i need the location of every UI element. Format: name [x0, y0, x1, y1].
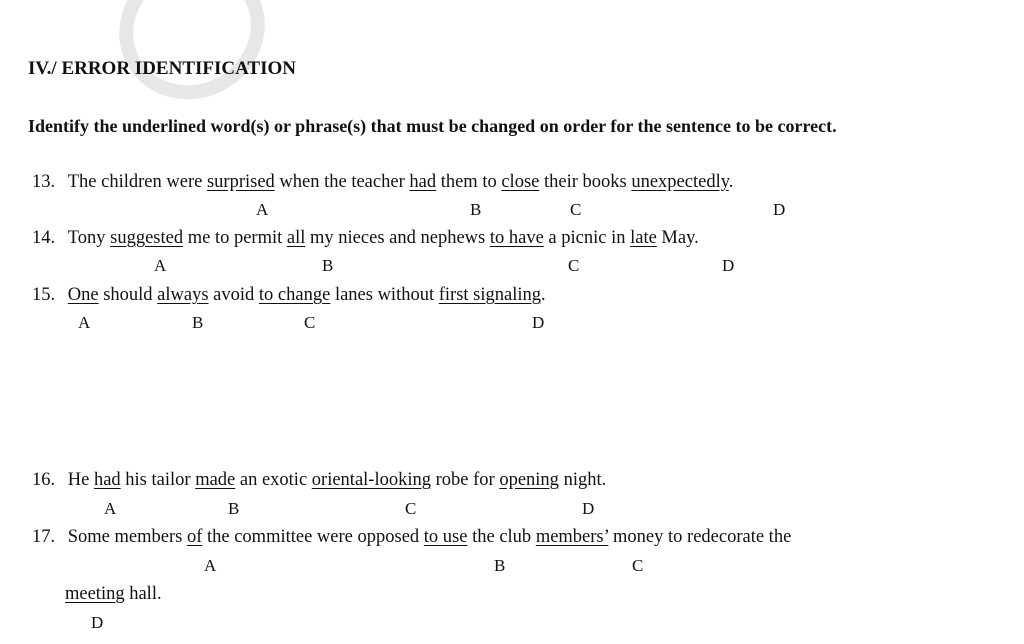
option-a-text: surprised — [206, 172, 275, 192]
sentence-text: Tony — [67, 228, 111, 248]
option-d-letter: D — [582, 499, 595, 518]
option-a-text: had — [93, 470, 121, 490]
option-a-text: of — [186, 527, 203, 547]
option-b-text: to use — [423, 527, 468, 547]
sentence-text: avoid — [208, 285, 259, 305]
option-a-text: One — [67, 285, 99, 305]
sentence-text: his tailor — [120, 470, 196, 490]
sentence-text: when the teacher — [274, 172, 410, 192]
option-c-text: to have — [489, 228, 544, 248]
option-c-text: to change — [258, 285, 331, 305]
sentence-text: them to — [436, 172, 502, 192]
option-a-letter: A — [154, 256, 167, 275]
option-d-text: unexpectedly — [631, 172, 729, 192]
sentence-text: should — [98, 285, 158, 305]
option-d-letter: D — [773, 200, 786, 219]
section-title: IV./ ERROR IDENTIFICATION — [28, 58, 296, 79]
question-number: 15. — [32, 285, 56, 305]
question-number: 14. — [32, 228, 56, 248]
option-b-letter: B — [228, 499, 240, 518]
question-number: 16. — [32, 470, 56, 490]
question-17-continuation — [65, 584, 162, 605]
option-c-letter: C — [568, 256, 580, 275]
question-14 — [32, 228, 699, 249]
sentence-text: their books — [539, 172, 632, 192]
sentence-text: money to redecorate the — [608, 527, 792, 547]
option-b-letter: B — [494, 556, 506, 575]
option-a-letter: A — [78, 313, 91, 332]
option-c-letter: C — [304, 313, 316, 332]
option-b-letter: B — [322, 256, 334, 275]
question-13 — [32, 172, 733, 193]
option-a-letter: A — [104, 499, 117, 518]
sentence-text: the club — [467, 527, 536, 547]
question-15 — [32, 285, 546, 306]
option-d-letter: D — [532, 313, 545, 332]
sentence-text: robe for — [431, 470, 500, 490]
option-c-letter: C — [632, 556, 644, 575]
option-d-text: late — [630, 228, 657, 248]
option-d-text: first signaling — [438, 285, 541, 305]
option-a-letter: A — [204, 556, 217, 575]
sentence-text: night. — [558, 470, 607, 490]
option-c-letter: C — [570, 200, 582, 219]
option-c-text: oriental-looking — [311, 470, 431, 490]
option-b-text: always — [157, 285, 209, 305]
option-b-letter: B — [470, 200, 482, 219]
option-d-letter: D — [722, 256, 735, 275]
option-d-text: opening — [499, 470, 559, 490]
option-a-letter: A — [256, 200, 269, 219]
sentence-text: He — [67, 470, 94, 490]
option-b-letter: B — [192, 313, 204, 332]
sentence-text: Some members — [67, 527, 187, 547]
sentence-text: my nieces and nephews — [305, 228, 490, 248]
sentence-text: a picnic in — [543, 228, 631, 248]
sentence-text: me to permit — [183, 228, 287, 248]
sentence-text: . — [728, 172, 734, 192]
question-16 — [32, 470, 606, 491]
option-c-letter: C — [405, 499, 417, 518]
sentence-text: lanes without — [330, 285, 439, 305]
option-b-text: all — [286, 228, 306, 248]
sentence-text: the committee were opposed — [202, 527, 424, 547]
option-d-letter: D — [91, 613, 104, 632]
question-17 — [32, 527, 791, 548]
sentence-text: . — [541, 285, 546, 305]
option-b-text: had — [409, 172, 437, 192]
option-c-text: members’ — [535, 527, 609, 547]
sentence-text: hall. — [124, 584, 162, 604]
sentence-text: May. — [656, 228, 699, 248]
option-c-text: close — [501, 172, 540, 192]
option-a-text: suggested — [110, 228, 184, 248]
option-d-text: meeting — [65, 584, 125, 604]
option-b-text: made — [195, 470, 236, 490]
question-number: 17. — [32, 527, 56, 547]
sentence-text: The children were — [67, 172, 207, 192]
question-number: 13. — [32, 172, 56, 192]
sentence-text: an exotic — [235, 470, 312, 490]
instruction-text: Identify the underlined word(s) or phrase(s) that must be changed on order for the sentence to be correct. — [28, 116, 837, 136]
